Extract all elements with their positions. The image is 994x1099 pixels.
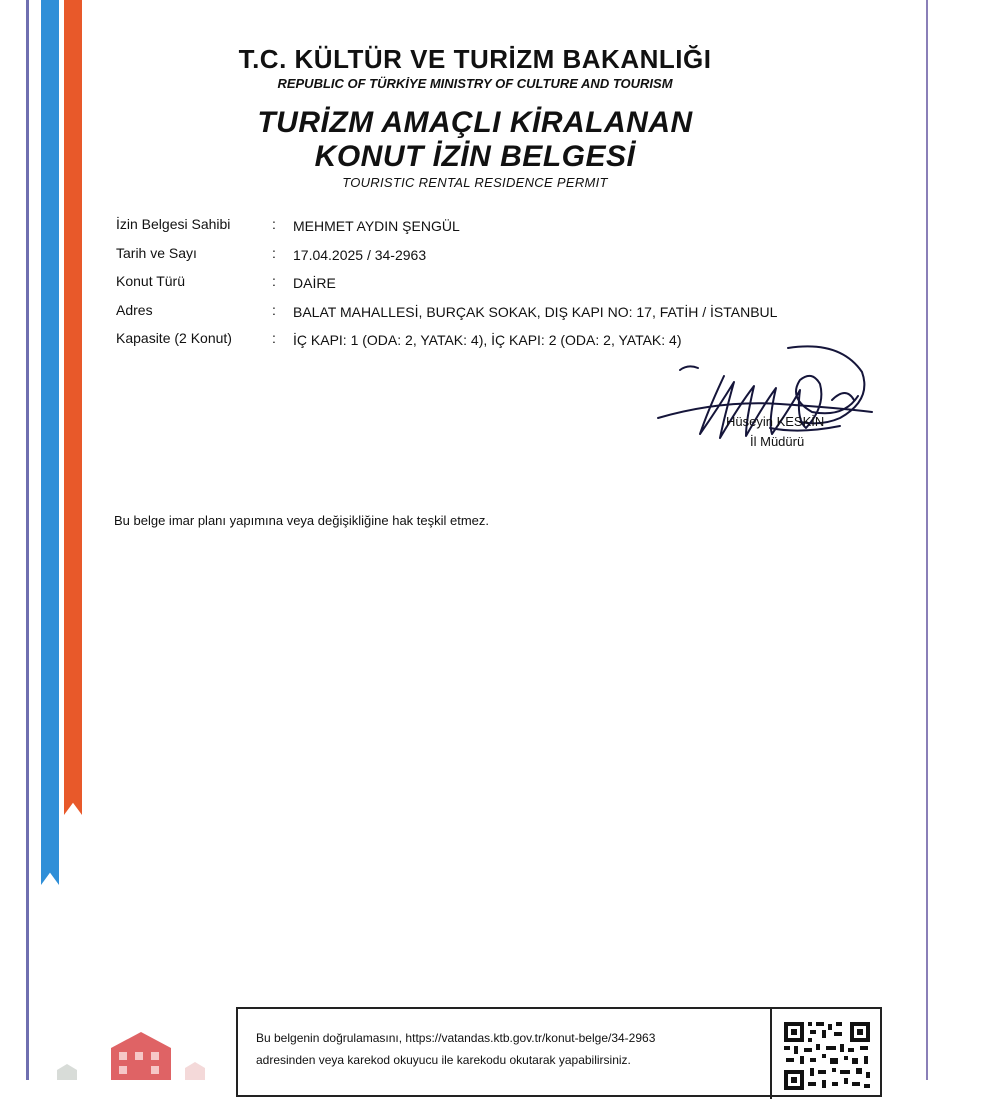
field-row-residence-type bbox=[116, 273, 896, 302]
field-value-address: BALAT MAHALLESİ, BURÇAK SOKAK, DIŞ KAPI NO: 17, FATİH / İSTANBUL bbox=[293, 303, 778, 320]
verification-text bbox=[256, 1027, 655, 1071]
field-value-owner: MEHMET AYDIN ŞENGÜL bbox=[293, 218, 460, 234]
field-separator: : bbox=[272, 216, 276, 232]
field-separator: : bbox=[272, 301, 276, 318]
document-title-line1: TURİZM AMAÇLI KİRALANAN bbox=[257, 106, 693, 139]
ministry-name-tr: T.C. KÜLTÜR VE TURİZM BAKANLIĞI bbox=[238, 44, 712, 74]
right-border-line bbox=[926, 0, 928, 1080]
verification-line1: Bu belgenin doğrulamasını, https://vatandas.ktb.gov.tr/konut-belge/34-2963 bbox=[256, 1031, 656, 1045]
verification-box bbox=[236, 1007, 882, 1097]
field-label: Adres bbox=[116, 301, 153, 318]
field-label: Tarih ve Sayı bbox=[116, 244, 197, 261]
orange-ribbon bbox=[64, 0, 82, 815]
blue-ribbon bbox=[41, 0, 59, 885]
ministry-logo-icon bbox=[55, 1030, 205, 1080]
left-border-line bbox=[26, 0, 29, 1080]
zoning-notice: Bu belge imar planı yapımına veya değişikliğine hak teşkil etmez. bbox=[114, 513, 490, 528]
field-row-owner bbox=[116, 216, 896, 245]
field-label: Kapasite (2 Konut) bbox=[116, 330, 232, 346]
field-row-address bbox=[116, 302, 896, 331]
document-title-line2: KONUT İZİN BELGESİ bbox=[314, 140, 636, 173]
field-separator: : bbox=[272, 330, 276, 346]
field-value-capacity: İÇ KAPI: 1 (ODA: 2, YATAK: 4), İÇ KAPI: 2 (ODA: 2, YATAK: 4) bbox=[293, 332, 682, 348]
verification-divider bbox=[770, 1009, 772, 1099]
field-value-date-number: 17.04.2025 / 34-2963 bbox=[293, 246, 427, 263]
qr-code-icon bbox=[782, 1020, 872, 1092]
document-title-en: TOURISTIC RENTAL RESIDENCE PERMIT bbox=[342, 175, 608, 190]
field-label: İzin Belgesi Sahibi bbox=[116, 216, 231, 232]
signatory-title: İl Müdürü bbox=[750, 434, 805, 449]
field-label: Konut Türü bbox=[116, 273, 186, 289]
field-row-date-number bbox=[116, 245, 896, 274]
verification-line2: adresinden veya karekod okuyucu ile karekodu okutarak yapabilirsiniz. bbox=[256, 1053, 631, 1067]
signatory-name: Hüseyin KESKİN bbox=[726, 414, 825, 429]
field-value-residence-type: DAİRE bbox=[293, 275, 336, 291]
field-separator: : bbox=[272, 244, 276, 261]
field-separator: : bbox=[272, 273, 276, 289]
ministry-name-en: REPUBLIC OF TÜRKİYE MINISTRY OF CULTURE AND TOURISM bbox=[277, 76, 673, 91]
